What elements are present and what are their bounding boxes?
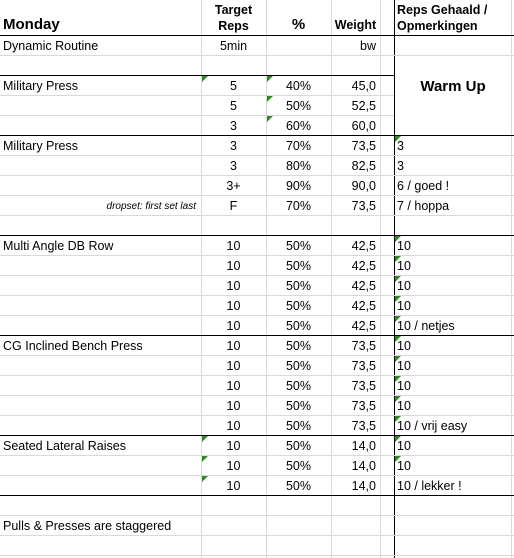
cell-target-reps[interactable]: 10: [226, 259, 241, 273]
cell-weight[interactable]: 14,0: [351, 479, 376, 493]
cell-target-reps[interactable]: 10: [226, 359, 241, 373]
cell-target-reps[interactable]: 10: [226, 459, 241, 473]
cell-exercise[interactable]: Dynamic Routine: [3, 39, 99, 53]
cell-exercise[interactable]: [0, 156, 200, 176]
cell-exercise[interactable]: [0, 256, 200, 276]
cell-note[interactable]: 3: [397, 159, 404, 173]
comment-marker-icon: [202, 436, 208, 442]
cell-target-reps[interactable]: 10: [226, 439, 241, 453]
row-divider: [0, 555, 514, 556]
cell-weight[interactable]: 45,0: [351, 79, 376, 93]
cell-weight[interactable]: 42,5: [351, 239, 376, 253]
comment-marker-icon: [395, 356, 401, 362]
cell-percent[interactable]: [266, 36, 331, 56]
cell-percent[interactable]: 50%: [285, 279, 312, 293]
cell-note[interactable]: 10: [397, 399, 411, 413]
header-percent: %: [291, 15, 306, 33]
cell-target-reps[interactable]: 10: [226, 379, 241, 393]
cell-note[interactable]: [394, 56, 511, 76]
comment-marker-icon: [395, 276, 401, 282]
cell-target-reps[interactable]: [201, 516, 266, 536]
cell-note[interactable]: 7 / hoppa: [397, 199, 450, 213]
cell-weight[interactable]: [331, 216, 380, 236]
cell-target-reps[interactable]: F: [229, 199, 238, 213]
cell-percent[interactable]: 70%: [285, 139, 312, 153]
cell-note[interactable]: [394, 96, 511, 116]
cell-percent[interactable]: 50%: [285, 379, 312, 393]
cell-weight[interactable]: 42,5: [351, 319, 376, 333]
cell-note[interactable]: [394, 216, 511, 236]
cell-weight[interactable]: 14,0: [351, 439, 376, 453]
comment-marker-icon: [395, 316, 401, 322]
cell-percent[interactable]: 50%: [285, 339, 312, 353]
cell-target-reps[interactable]: 10: [226, 399, 241, 413]
cell-target-reps[interactable]: [201, 496, 266, 516]
comment-marker-icon: [395, 416, 401, 422]
cell-target-reps[interactable]: [201, 56, 266, 76]
cell-note[interactable]: 10: [397, 279, 411, 293]
cell-exercise[interactable]: [0, 96, 200, 116]
cell-note[interactable]: 10: [397, 339, 411, 353]
cell-target-reps[interactable]: 10: [226, 339, 241, 353]
cell-note[interactable]: 10 / vrij easy: [397, 419, 468, 433]
header-day: Monday: [3, 15, 60, 33]
cell-exercise[interactable]: Multi Angle DB Row: [3, 239, 114, 253]
cell-note[interactable]: 10: [397, 299, 411, 313]
cell-percent[interactable]: [266, 496, 331, 516]
cell-exercise[interactable]: [0, 216, 200, 236]
cell-weight[interactable]: 73,5: [351, 359, 376, 373]
cell-exercise[interactable]: [0, 116, 200, 136]
comment-marker-icon: [202, 76, 208, 82]
cell-exercise[interactable]: [0, 456, 200, 476]
comment-marker-icon: [395, 256, 401, 262]
cell-note[interactable]: 6 / goed !: [397, 179, 450, 193]
cell-percent[interactable]: 50%: [285, 299, 312, 313]
cell-weight[interactable]: 73,5: [351, 199, 376, 213]
cell-note[interactable]: [394, 536, 511, 556]
header-target-reps: Target Reps: [214, 3, 253, 33]
cell-exercise[interactable]: [0, 496, 200, 516]
cell-percent[interactable]: [266, 56, 331, 76]
cell-percent[interactable]: 60%: [285, 119, 312, 133]
cell-target-reps[interactable]: [201, 216, 266, 236]
comment-marker-icon: [395, 396, 401, 402]
cell-note[interactable]: [394, 496, 511, 516]
cell-target-reps[interactable]: 3: [230, 119, 237, 133]
comment-marker-icon: [202, 456, 208, 462]
cell-target-reps[interactable]: 10: [226, 279, 241, 293]
cell-exercise[interactable]: Pulls & Presses are staggered: [3, 519, 172, 533]
cell-exercise[interactable]: [0, 376, 200, 396]
cell-weight[interactable]: 14,0: [351, 459, 376, 473]
cell-target-reps[interactable]: 10: [226, 419, 241, 433]
comment-marker-icon: [267, 116, 273, 122]
cell-note[interactable]: 10 / netjes: [397, 319, 455, 333]
cell-note[interactable]: [394, 36, 511, 56]
cell-note[interactable]: 10: [397, 439, 411, 453]
cell-exercise[interactable]: [0, 276, 200, 296]
cell-weight[interactable]: [331, 536, 380, 556]
comment-marker-icon: [395, 436, 401, 442]
cell-weight[interactable]: [331, 496, 380, 516]
comment-marker-icon: [395, 296, 401, 302]
cell-percent[interactable]: [266, 516, 331, 536]
cell-weight[interactable]: 82,5: [351, 159, 376, 173]
comment-marker-icon: [395, 456, 401, 462]
cell-target-reps[interactable]: 3+: [226, 179, 241, 193]
cell-exercise[interactable]: [0, 296, 200, 316]
cell-exercise[interactable]: [0, 356, 200, 376]
cell-target-reps[interactable]: 5: [230, 79, 237, 93]
cell-note[interactable]: 10: [397, 239, 411, 253]
comment-marker-icon: [395, 236, 401, 242]
comment-marker-icon: [267, 96, 273, 102]
cell-percent[interactable]: 50%: [285, 439, 312, 453]
cell-target-reps[interactable]: 3: [230, 139, 237, 153]
cell-weight[interactable]: [331, 516, 380, 536]
comment-marker-icon: [395, 336, 401, 342]
header-reps-gehaald: Reps Gehaald / Opmerkingen: [397, 3, 488, 33]
comment-marker-icon: [395, 376, 401, 382]
cell-exercise[interactable]: [0, 536, 200, 556]
cell-note[interactable]: [394, 76, 511, 96]
cell-percent[interactable]: 80%: [285, 159, 312, 173]
cell-percent[interactable]: 50%: [285, 319, 312, 333]
cell-target-reps[interactable]: 10: [226, 479, 241, 493]
cell-percent[interactable]: 90%: [285, 179, 312, 193]
cell-weight[interactable]: 73,5: [351, 139, 376, 153]
cell-percent[interactable]: 50%: [285, 479, 312, 493]
cell-weight[interactable]: bw: [360, 39, 376, 53]
cell-note[interactable]: 10: [397, 359, 411, 373]
cell-percent[interactable]: 70%: [285, 199, 312, 213]
cell-weight[interactable]: 73,5: [351, 379, 376, 393]
cell-weight[interactable]: 52,5: [351, 99, 376, 113]
cell-weight[interactable]: 73,5: [351, 399, 376, 413]
header-weight: Weight: [334, 18, 377, 32]
cell-exercise[interactable]: [0, 396, 200, 416]
cell-percent[interactable]: 50%: [285, 399, 312, 413]
cell-exercise[interactable]: Seated Lateral Raises: [3, 439, 126, 453]
cell-target-reps[interactable]: 10: [226, 319, 241, 333]
comment-marker-icon: [395, 136, 401, 142]
cell-note[interactable]: 10 / lekker !: [397, 479, 462, 493]
cell-weight[interactable]: 42,5: [351, 279, 376, 293]
cell-percent[interactable]: 50%: [285, 459, 312, 473]
cell-note[interactable]: 10: [397, 379, 411, 393]
cell-percent[interactable]: [266, 536, 331, 556]
cell-percent[interactable]: 50%: [285, 419, 312, 433]
cell-note[interactable]: [394, 516, 511, 536]
cell-note[interactable]: 3: [397, 139, 404, 153]
cell-exercise[interactable]: [0, 316, 200, 336]
cell-target-reps[interactable]: [201, 536, 266, 556]
cell-target-reps[interactable]: 5min: [219, 39, 248, 53]
warm-up-label: Warm Up: [420, 77, 486, 95]
cell-exercise[interactable]: [0, 56, 200, 76]
cell-weight[interactable]: [331, 56, 380, 76]
cell-note[interactable]: [394, 116, 511, 136]
cell-weight[interactable]: 42,5: [351, 299, 376, 313]
cell-target-reps[interactable]: 10: [226, 239, 241, 253]
cell-target-reps[interactable]: 10: [226, 299, 241, 313]
cell-exercise[interactable]: Military Press: [3, 79, 79, 93]
comment-marker-icon: [202, 476, 208, 482]
cell-percent[interactable]: 40%: [285, 79, 312, 93]
cell-target-reps[interactable]: 5: [230, 99, 237, 113]
cell-percent[interactable]: 50%: [285, 359, 312, 373]
cell-weight[interactable]: 73,5: [351, 339, 376, 353]
cell-target-reps[interactable]: 3: [230, 159, 237, 173]
cell-exercise[interactable]: Military Press: [3, 139, 79, 153]
cell-note[interactable]: 10: [397, 459, 411, 473]
cell-percent[interactable]: 50%: [285, 239, 312, 253]
cell-weight[interactable]: 73,5: [351, 419, 376, 433]
cell-note[interactable]: 10: [397, 259, 411, 273]
cell-dropset-note[interactable]: dropset: first set last: [106, 200, 196, 212]
cell-exercise[interactable]: [0, 416, 200, 436]
cell-percent[interactable]: 50%: [285, 99, 312, 113]
cell-weight[interactable]: 90,0: [351, 179, 376, 193]
cell-exercise[interactable]: CG Inclined Bench Press: [3, 339, 143, 353]
cell-weight[interactable]: 60,0: [351, 119, 376, 133]
comment-marker-icon: [267, 76, 273, 82]
cell-exercise[interactable]: [0, 176, 200, 196]
cell-percent[interactable]: 50%: [285, 259, 312, 273]
cell-exercise[interactable]: [0, 476, 200, 496]
cell-percent[interactable]: [266, 216, 331, 236]
cell-weight[interactable]: 42,5: [351, 259, 376, 273]
